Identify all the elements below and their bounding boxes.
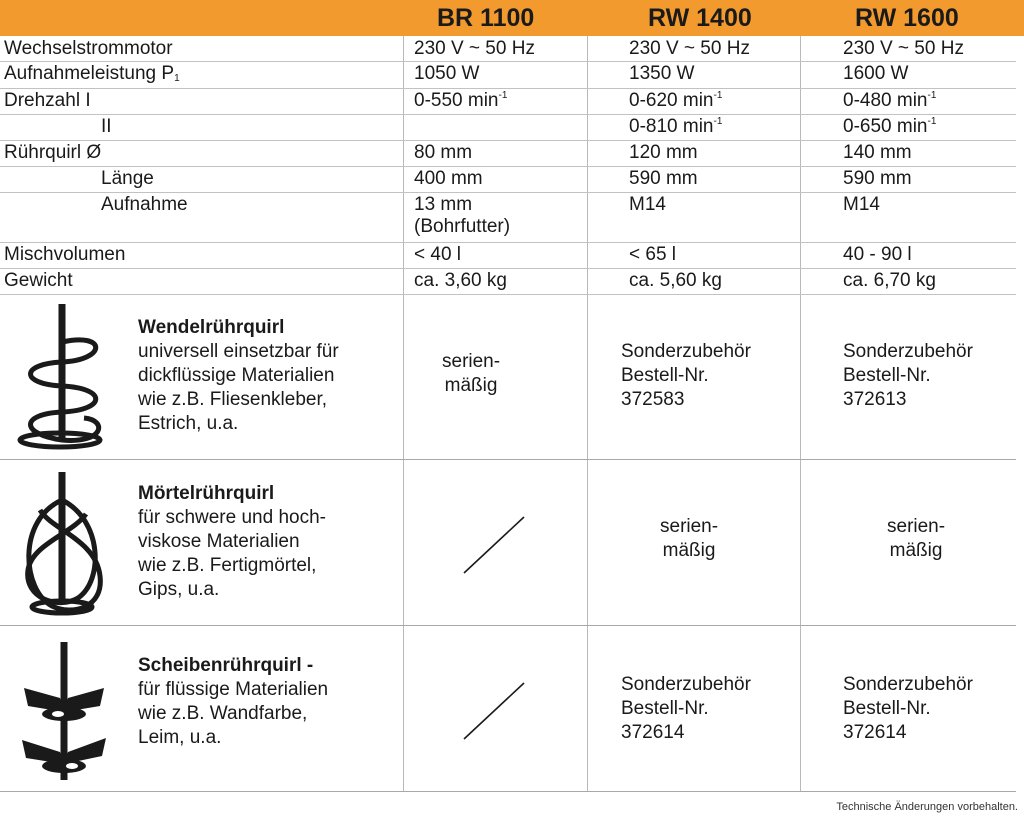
spec-value-text: 1350 W bbox=[629, 63, 695, 84]
model-br-1100: BR 1100 bbox=[437, 4, 535, 32]
spec-value-text: 0-550 min bbox=[414, 90, 499, 111]
spec-value bbox=[843, 142, 912, 164]
spec-label-subscript: 1 bbox=[174, 73, 180, 84]
accessory-title: Mörtelrührquirl bbox=[138, 483, 275, 504]
spec-value bbox=[843, 90, 936, 112]
accessory-desc-line: Leim, u.a. bbox=[138, 727, 222, 748]
spec-value-text: 140 mm bbox=[843, 142, 912, 163]
optional-accessory-cell bbox=[621, 340, 751, 412]
row-divider bbox=[0, 192, 1016, 193]
spec-value-text: < 40 l bbox=[414, 244, 462, 265]
accessory-cell-line: Sonderzubehör bbox=[621, 674, 751, 695]
accessory-cell-line: Sonderzubehör bbox=[843, 341, 973, 362]
column-divider bbox=[800, 36, 801, 791]
optional-accessory-cell bbox=[621, 673, 751, 745]
standard-equipment-cell bbox=[442, 350, 500, 398]
row-divider bbox=[0, 242, 1016, 243]
section-divider bbox=[0, 791, 1016, 792]
spec-value-text: ca. 5,60 kg bbox=[629, 270, 722, 291]
spec-value-text: < 65 l bbox=[629, 244, 677, 265]
row-divider bbox=[0, 166, 1016, 167]
spec-value bbox=[629, 38, 750, 60]
spec-value-text: 230 V ~ 50 Hz bbox=[414, 38, 535, 59]
spec-value bbox=[414, 168, 483, 190]
spec-label bbox=[101, 194, 188, 216]
spec-value bbox=[629, 116, 722, 138]
accessory-cell-line: serien- bbox=[442, 351, 501, 372]
spec-value-text: 590 mm bbox=[843, 168, 912, 189]
accessory-cell-line: mäßig bbox=[444, 375, 498, 396]
unit-superscript: -1 bbox=[927, 90, 937, 101]
spec-value bbox=[414, 90, 507, 112]
row-divider bbox=[0, 61, 1016, 62]
spec-value bbox=[843, 38, 964, 60]
accessory-desc-line: universell einsetzbar für bbox=[138, 341, 339, 362]
spec-value-text: 590 mm bbox=[629, 168, 698, 189]
spec-label bbox=[4, 244, 125, 266]
spec-value bbox=[629, 270, 722, 292]
unit-superscript: -1 bbox=[498, 90, 508, 101]
spiral-mixer-icon bbox=[12, 302, 112, 452]
accessory-desc-line: Estrich, u.a. bbox=[138, 413, 239, 434]
unit-superscript: -1 bbox=[927, 116, 937, 127]
spec-value bbox=[843, 244, 912, 266]
spec-value-text: 40 - 90 l bbox=[843, 244, 912, 265]
accessory-cell-line: 372583 bbox=[621, 389, 685, 410]
spec-value-text: ca. 3,60 kg bbox=[414, 270, 507, 291]
spec-value-text: 0-810 min bbox=[629, 116, 714, 137]
section-divider bbox=[0, 625, 1016, 626]
spec-label-text: Mischvolumen bbox=[4, 244, 126, 265]
spec-label bbox=[4, 38, 173, 60]
row-divider bbox=[0, 140, 1016, 141]
spec-value-text: 1600 W bbox=[843, 63, 909, 84]
column-divider bbox=[587, 36, 588, 791]
optional-accessory-cell bbox=[843, 340, 973, 412]
spec-label-text: Aufnahme bbox=[101, 194, 188, 215]
standard-equipment-cell bbox=[660, 515, 718, 563]
spec-value bbox=[414, 270, 507, 292]
spec-value bbox=[414, 63, 479, 85]
spec-label-text: Wechselstrommotor bbox=[4, 38, 173, 59]
spec-label-text: Rührquirl Ø bbox=[4, 142, 102, 163]
optional-accessory-cell bbox=[843, 673, 973, 745]
spec-label-text: II bbox=[101, 116, 112, 137]
accessory-title: Scheibenrührquirl - bbox=[138, 655, 314, 676]
accessory-desc-line: Gips, u.a. bbox=[138, 579, 220, 600]
spec-label-text: Drehzahl I bbox=[4, 90, 91, 111]
spec-value-text: 230 V ~ 50 Hz bbox=[843, 38, 964, 59]
accessory-cell-line: mäßig bbox=[889, 540, 943, 561]
footer-note: Technische Änderungen vorbehalten. bbox=[836, 801, 1018, 813]
unit-superscript: -1 bbox=[713, 116, 723, 127]
column-divider bbox=[403, 36, 404, 791]
not-available-slash bbox=[460, 513, 530, 577]
spec-value bbox=[629, 168, 698, 190]
spec-label bbox=[4, 142, 101, 164]
model-rw-1600: RW 1600 bbox=[855, 4, 959, 32]
spec-value-text: 120 mm bbox=[629, 142, 698, 163]
spec-value-text: 1050 W bbox=[414, 63, 480, 84]
not-available-slash bbox=[460, 679, 530, 743]
spec-label bbox=[4, 270, 73, 292]
disc-mixer-icon bbox=[14, 640, 114, 790]
accessory-cell-line: mäßig bbox=[662, 540, 716, 561]
spec-value-text: 0-650 min bbox=[843, 116, 928, 137]
accessory-desc-line: wie z.B. Wandfarbe, bbox=[138, 703, 308, 724]
spec-value-text: 230 V ~ 50 Hz bbox=[629, 38, 750, 59]
accessory-desc-line: für schwere und hoch- bbox=[138, 507, 326, 528]
spec-value bbox=[843, 270, 936, 292]
spec-value-text: M14 bbox=[629, 194, 666, 215]
spec-value bbox=[414, 38, 535, 60]
spec-value bbox=[843, 168, 912, 190]
accessory-cell-line: 372614 bbox=[621, 722, 685, 743]
spec-value bbox=[414, 194, 510, 238]
spec-label-text: Aufnahmeleistung P bbox=[4, 63, 175, 84]
row-divider bbox=[0, 88, 1016, 89]
spec-value-text: M14 bbox=[843, 194, 880, 215]
accessory-description bbox=[138, 654, 328, 750]
spec-value-text: ca. 6,70 kg bbox=[843, 270, 936, 291]
spec-value bbox=[414, 244, 461, 266]
spec-label bbox=[4, 90, 91, 112]
accessory-desc-line: dickflüssige Materialien bbox=[138, 365, 335, 386]
accessory-title: Wendelrührquirl bbox=[138, 317, 285, 338]
accessory-desc-line: für flüssige Materialien bbox=[138, 679, 329, 700]
section-divider bbox=[0, 459, 1016, 460]
accessory-description bbox=[138, 316, 339, 436]
row-divider bbox=[0, 294, 1016, 295]
mortar-mixer-icon bbox=[12, 470, 112, 620]
accessory-cell-line: Bestell-Nr. bbox=[843, 698, 931, 719]
model-rw-1400: RW 1400 bbox=[648, 4, 752, 32]
spec-label-text: Länge bbox=[101, 168, 154, 189]
spec-value-text: 13 mm bbox=[414, 194, 473, 215]
spec-value-line2: (Bohrfutter) bbox=[414, 216, 511, 237]
accessory-cell-line: 372614 bbox=[843, 722, 907, 743]
row-divider bbox=[0, 268, 1016, 269]
unit-superscript: -1 bbox=[713, 90, 723, 101]
row-divider bbox=[0, 114, 1016, 115]
accessory-cell-line: Sonderzubehör bbox=[843, 674, 973, 695]
spec-label bbox=[101, 116, 112, 138]
spec-value bbox=[843, 116, 936, 138]
spec-value-text: 0-480 min bbox=[843, 90, 928, 111]
accessory-desc-line: viskose Materialien bbox=[138, 531, 300, 552]
accessory-cell-line: serien- bbox=[660, 516, 719, 537]
spec-value-text: 80 mm bbox=[414, 142, 473, 163]
spec-value-text: 0-620 min bbox=[629, 90, 714, 111]
accessory-cell-line: Bestell-Nr. bbox=[621, 365, 709, 386]
accessory-description bbox=[138, 482, 326, 602]
spec-value bbox=[629, 63, 694, 85]
spec-value bbox=[629, 244, 676, 266]
spec-value bbox=[629, 142, 698, 164]
spec-label bbox=[101, 168, 154, 190]
spec-value bbox=[843, 63, 908, 85]
standard-equipment-cell bbox=[887, 515, 945, 563]
accessory-cell-line: serien- bbox=[887, 516, 946, 537]
accessory-desc-line: wie z.B. Fliesenkleber, bbox=[138, 389, 328, 410]
accessory-cell-line: 372613 bbox=[843, 389, 907, 410]
spec-label bbox=[4, 63, 180, 85]
spec-value bbox=[629, 90, 722, 112]
spec-value-text: 400 mm bbox=[414, 168, 483, 189]
spec-value bbox=[414, 142, 472, 164]
spec-value bbox=[629, 194, 666, 216]
spec-value bbox=[843, 194, 880, 216]
accessory-cell-line: Bestell-Nr. bbox=[843, 365, 931, 386]
spec-label-text: Gewicht bbox=[4, 270, 73, 291]
accessory-cell-line: Sonderzubehör bbox=[621, 341, 751, 362]
accessory-desc-line: wie z.B. Fertigmörtel, bbox=[138, 555, 317, 576]
accessory-cell-line: Bestell-Nr. bbox=[621, 698, 709, 719]
